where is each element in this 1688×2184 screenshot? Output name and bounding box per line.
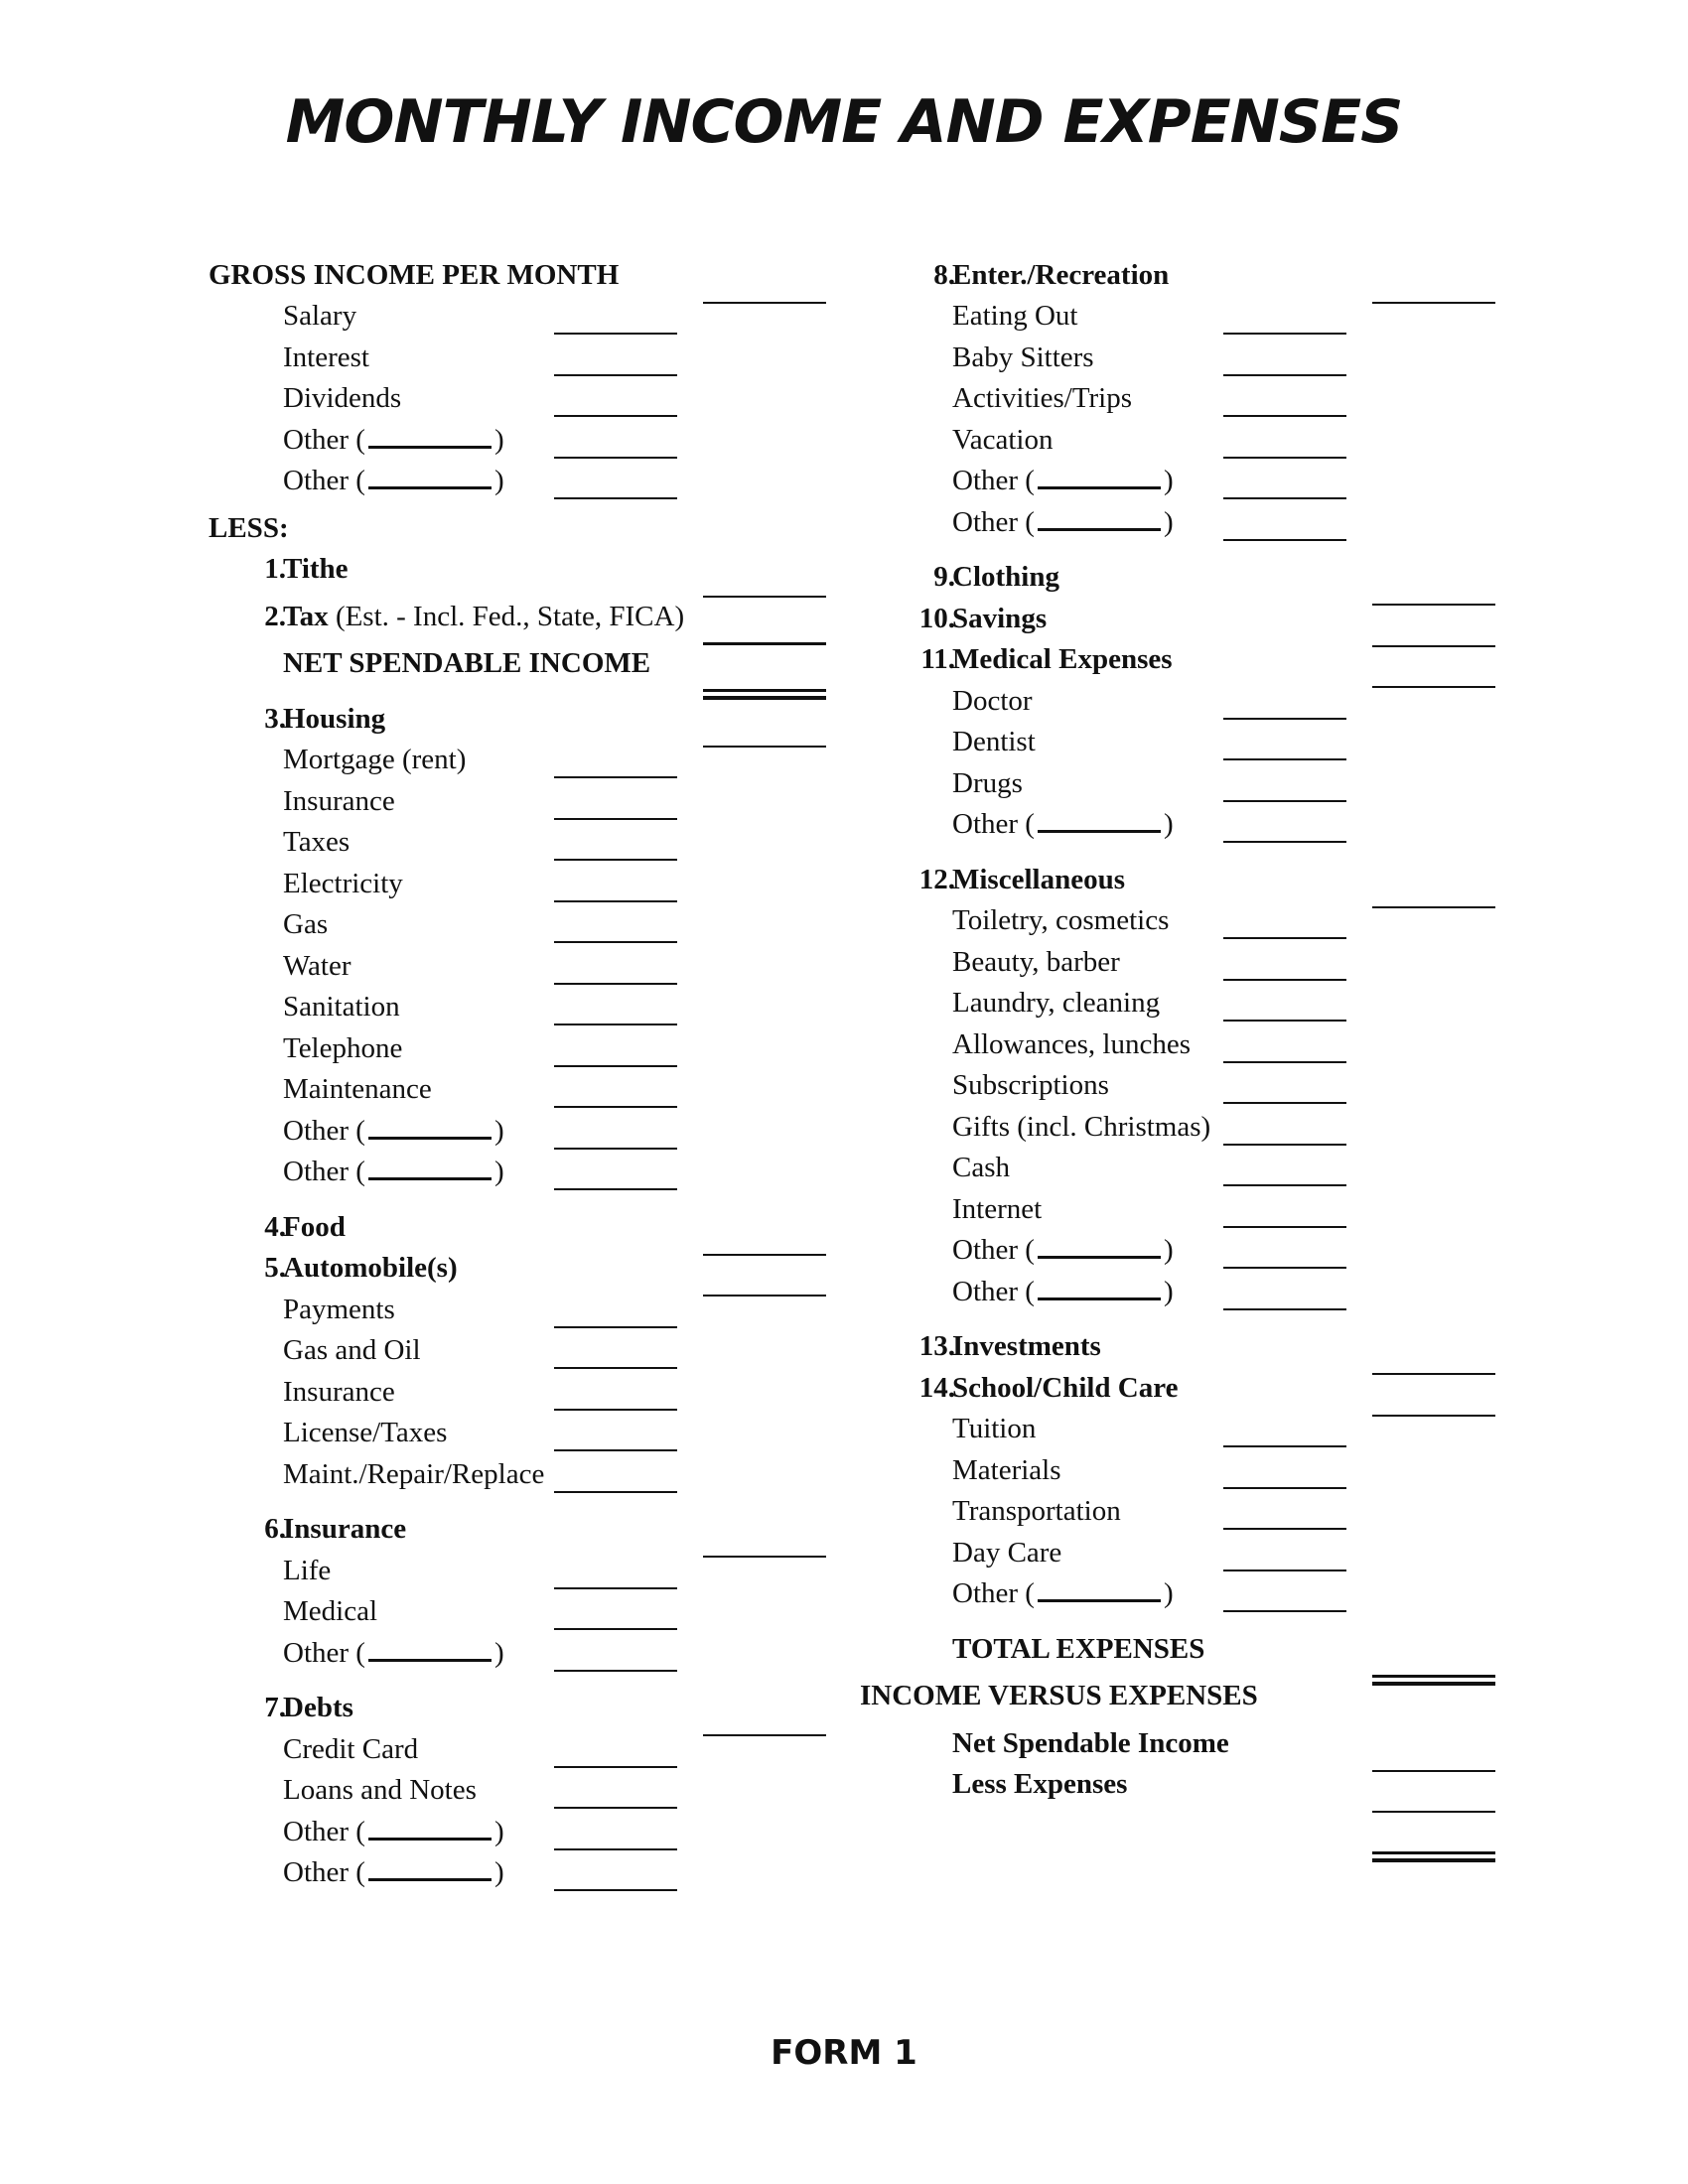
debts-other-spec-field[interactable] [368, 1838, 492, 1841]
eating-out-row [878, 300, 1533, 341]
housing-taxes-row [209, 826, 864, 868]
water-field[interactable] [554, 983, 677, 985]
subscriptions-label: Subscriptions [952, 1069, 1109, 1101]
telephone-field[interactable] [554, 1065, 677, 1067]
misc-other-label: Other ( ) [952, 1234, 1174, 1266]
investments-number: 13. [918, 1330, 955, 1362]
vacation-row [878, 423, 1533, 465]
insurance-label: Insurance [283, 1513, 407, 1545]
day-care-row [878, 1536, 1533, 1577]
water-row [209, 949, 864, 991]
misc-row [878, 863, 1533, 904]
debts-other-field[interactable] [554, 1889, 677, 1891]
auto-label: Automobile(s) [283, 1252, 458, 1284]
income-other-field[interactable] [554, 497, 677, 499]
dividends-field[interactable] [554, 415, 677, 417]
income-other-row [209, 423, 864, 465]
food-row [209, 1210, 864, 1252]
auto-row [209, 1252, 864, 1294]
drugs-row [878, 766, 1533, 808]
net-spendable-row [209, 647, 864, 689]
income-other-label: Other ( ) [283, 465, 504, 496]
insurance-other-label: Other ( ) [283, 1636, 504, 1669]
sanitation-row [209, 991, 864, 1032]
tithe-number: 1. [264, 553, 286, 585]
maint-repair-row [209, 1457, 864, 1499]
dentist-field[interactable] [1223, 758, 1346, 760]
medical-other-label: Other ( ) [952, 808, 1174, 840]
housing-other-label: Other ( ) [283, 1114, 504, 1147]
mortgage-label: Mortgage (rent) [283, 744, 467, 775]
left-column [209, 258, 864, 1897]
auto-insurance-label: Insurance [283, 1375, 395, 1408]
doctor-field[interactable] [1223, 718, 1346, 720]
auto-insurance-field[interactable] [554, 1409, 677, 1411]
misc-other-field[interactable] [1223, 1308, 1346, 1310]
housing-other-row [209, 1156, 864, 1197]
life-label: Life [283, 1554, 332, 1586]
doctor-label: Doctor [952, 684, 1033, 717]
school-number: 14. [918, 1371, 955, 1404]
eating-out-field[interactable] [1223, 333, 1346, 335]
license-taxes-field[interactable] [554, 1449, 677, 1451]
maintenance-row [209, 1073, 864, 1115]
medical-other-row [878, 808, 1533, 850]
net-spendable-label: NET SPENDABLE INCOME [283, 647, 651, 679]
salary-label: Salary [283, 300, 357, 332]
income-vs-expenses-label: INCOME VERSUS EXPENSES [860, 1680, 1258, 1711]
activities-label: Activities/Trips [952, 382, 1133, 414]
enter-label: Enter./Recreation [952, 258, 1170, 291]
toiletry-label: Toiletry, cosmetics [952, 904, 1170, 936]
right-column [860, 258, 1533, 1850]
beauty-field[interactable] [1223, 979, 1346, 981]
tithe-row [209, 553, 864, 595]
gifts-label: Gifts (incl. Christmas) [952, 1110, 1211, 1143]
auto-number: 5. [264, 1252, 286, 1284]
food-label: Food [283, 1210, 346, 1243]
insurance-row [209, 1513, 864, 1555]
food-number: 4. [264, 1210, 286, 1243]
dentist-row [878, 726, 1533, 767]
tithe-field[interactable] [703, 596, 826, 598]
license-taxes-row [209, 1417, 864, 1458]
misc-other-field[interactable] [1223, 1267, 1346, 1269]
enter-other-field[interactable] [1223, 497, 1346, 499]
electricity-label: Electricity [283, 867, 403, 899]
savings-number: 10. [918, 602, 955, 634]
enter-other-spec-field[interactable] [1038, 528, 1161, 531]
mortgage-row [209, 744, 864, 785]
housing-insurance-row [209, 784, 864, 826]
loans-label: Loans and Notes [283, 1774, 477, 1806]
gas-oil-label: Gas and Oil [283, 1334, 421, 1366]
telephone-label: Telephone [283, 1031, 403, 1064]
toiletry-row [878, 904, 1533, 946]
housing-insurance-label: Insurance [283, 784, 395, 817]
insurance-number: 6. [264, 1513, 286, 1545]
medical-ins-field[interactable] [554, 1628, 677, 1630]
sanitation-field[interactable] [554, 1024, 677, 1025]
housing-row [209, 702, 864, 744]
gross-income-label: GROSS INCOME PER MONTH [209, 258, 620, 291]
gas-field[interactable] [554, 941, 677, 943]
clothing-label: Clothing [952, 561, 1059, 593]
tuition-label: Tuition [952, 1413, 1037, 1444]
tax-field[interactable] [703, 642, 826, 645]
life-row [209, 1554, 864, 1595]
materials-field[interactable] [1223, 1487, 1346, 1489]
transportation-field[interactable] [1223, 1528, 1346, 1530]
activities-field[interactable] [1223, 415, 1346, 417]
electricity-field[interactable] [554, 900, 677, 902]
medical-ins-row [209, 1595, 864, 1637]
income-other-spec-field[interactable] [368, 486, 492, 489]
housing-other-spec-field[interactable] [368, 1177, 492, 1180]
income-other-label: Other ( ) [283, 423, 504, 456]
internet-label: Internet [952, 1192, 1043, 1225]
subscriptions-row [878, 1069, 1533, 1111]
insurance-other-spec-field[interactable] [368, 1659, 492, 1662]
allowances-row [878, 1027, 1533, 1069]
electricity-row [209, 867, 864, 908]
ive-less-row [878, 1768, 1533, 1810]
sanitation-label: Sanitation [283, 991, 400, 1023]
gifts-row [878, 1110, 1533, 1152]
total-expenses-label: TOTAL EXPENSES [952, 1632, 1205, 1665]
day-care-label: Day Care [952, 1536, 1062, 1569]
dividends-label: Dividends [283, 382, 402, 414]
laundry-label: Laundry, cleaning [952, 987, 1161, 1019]
beauty-row [878, 945, 1533, 987]
eating-out-label: Eating Out [952, 300, 1078, 332]
tuition-row [878, 1413, 1533, 1454]
beauty-label: Beauty, barber [952, 945, 1120, 978]
maint-repair-field[interactable] [554, 1491, 677, 1493]
laundry-field[interactable] [1223, 1020, 1346, 1022]
gas-oil-row [209, 1334, 864, 1376]
housing-other-label: Other ( ) [283, 1156, 504, 1187]
transportation-row [878, 1495, 1533, 1537]
school-label: School/Child Care [952, 1371, 1179, 1404]
medical-ins-label: Medical [283, 1595, 378, 1627]
life-field[interactable] [554, 1587, 677, 1589]
water-label: Water [283, 949, 352, 982]
savings-label: Savings [952, 602, 1048, 634]
misc-other-row [878, 1234, 1533, 1276]
allowances-field[interactable] [1223, 1061, 1346, 1063]
vacation-field[interactable] [1223, 457, 1346, 459]
debts-other-field[interactable] [554, 1848, 677, 1850]
credit-card-label: Credit Card [283, 1732, 419, 1765]
drugs-label: Drugs [952, 766, 1023, 799]
telephone-row [209, 1031, 864, 1073]
enter-other-row [878, 465, 1533, 506]
form-title: MONTHLY INCOME AND EXPENSES [285, 87, 1403, 157]
debts-other-spec-field[interactable] [368, 1878, 492, 1881]
medical-number: 11. [920, 643, 955, 675]
net-spendable-field[interactable] [703, 689, 826, 700]
auto-payments-label: Payments [283, 1293, 395, 1325]
housing-other-spec-field[interactable] [368, 1137, 492, 1140]
tax-number: 2. [264, 600, 286, 632]
housing-number: 3. [264, 702, 286, 735]
enter-number: 8. [933, 258, 955, 291]
materials-row [878, 1453, 1533, 1495]
less-row [209, 511, 864, 553]
school-other-field[interactable] [1223, 1610, 1346, 1612]
maint-repair-label: Maint./Repair/Replace [283, 1457, 545, 1490]
subscriptions-field[interactable] [1223, 1102, 1346, 1104]
savings-row [878, 602, 1533, 643]
mortgage-field[interactable] [554, 776, 677, 778]
misc-label: Miscellaneous [952, 863, 1125, 895]
misc-other-spec-field[interactable] [1038, 1297, 1161, 1300]
debts-label: Debts [283, 1692, 353, 1723]
maintenance-field[interactable] [554, 1106, 677, 1108]
doctor-row [878, 684, 1533, 726]
interest-label: Interest [283, 341, 369, 373]
medical-label: Medical Expenses [952, 643, 1173, 675]
investments-row [878, 1330, 1533, 1372]
total-expenses-row [878, 1632, 1533, 1674]
investments-label: Investments [952, 1330, 1101, 1362]
insurance-other-field[interactable] [554, 1670, 677, 1672]
debts-other-row [209, 1856, 864, 1898]
vacation-label: Vacation [952, 423, 1054, 456]
housing-label: Housing [283, 702, 386, 735]
less-label: LESS: [209, 511, 289, 544]
dentist-label: Dentist [952, 726, 1036, 757]
medical-row [878, 643, 1533, 685]
school-other-row [878, 1577, 1533, 1619]
cash-row [878, 1152, 1533, 1193]
ive-less-label: Less Expenses [952, 1768, 1128, 1800]
housing-taxes-field[interactable] [554, 859, 677, 861]
misc-number: 12. [918, 863, 955, 895]
enter-row [878, 258, 1533, 300]
cash-field[interactable] [1223, 1184, 1346, 1186]
debts-other-row [209, 1815, 864, 1856]
transportation-label: Transportation [952, 1495, 1121, 1527]
misc-other-row [878, 1275, 1533, 1316]
credit-card-row [209, 1732, 864, 1774]
maintenance-label: Maintenance [283, 1073, 432, 1105]
tax-row [209, 600, 864, 641]
license-taxes-label: License/Taxes [283, 1417, 448, 1448]
toiletry-field[interactable] [1223, 937, 1346, 939]
interest-row [209, 341, 864, 382]
debts-number: 7. [264, 1692, 286, 1723]
baby-sitters-label: Baby Sitters [952, 341, 1094, 373]
auto-payments-field[interactable] [554, 1326, 677, 1328]
housing-other-row [209, 1114, 864, 1156]
enter-other-spec-field[interactable] [1038, 486, 1161, 489]
salary-field[interactable] [554, 333, 677, 335]
enter-other-label: Other ( ) [952, 465, 1174, 496]
school-row [878, 1371, 1533, 1413]
housing-other-field[interactable] [554, 1148, 677, 1150]
housing-insurance-field[interactable] [554, 818, 677, 820]
income-vs-expenses-row [860, 1680, 1533, 1721]
interest-field[interactable] [554, 374, 677, 376]
baby-sitters-row [878, 341, 1533, 382]
gifts-field[interactable] [1223, 1144, 1346, 1146]
laundry-row [878, 987, 1533, 1028]
auto-payments-row [209, 1293, 864, 1334]
debts-row [209, 1692, 864, 1733]
tithe-label: Tithe [283, 553, 349, 585]
activities-row [878, 382, 1533, 424]
insurance-other-row [209, 1636, 864, 1678]
gas-label: Gas [283, 908, 329, 940]
debts-other-label: Other ( ) [283, 1856, 504, 1888]
ive-net-label: Net Spendable Income [952, 1726, 1229, 1759]
housing-taxes-label: Taxes [283, 826, 351, 858]
school-other-spec-field[interactable] [1038, 1599, 1161, 1602]
ive-net-row [878, 1726, 1533, 1768]
gross-income-row [209, 258, 864, 300]
misc-other-label: Other ( ) [952, 1275, 1174, 1307]
credit-card-field[interactable] [554, 1766, 677, 1768]
tax-label: Tax (Est. - Incl. Fed., State, FICA) [283, 600, 685, 632]
clothing-row [878, 561, 1533, 603]
baby-sitters-field[interactable] [1223, 374, 1346, 376]
salary-row [209, 300, 864, 341]
enter-other-label: Other ( ) [952, 505, 1174, 538]
medical-other-spec-field[interactable] [1038, 830, 1161, 833]
drugs-field[interactable] [1223, 800, 1346, 802]
ive-result-field[interactable] [1372, 1851, 1495, 1862]
medical-other-field[interactable] [1223, 841, 1346, 843]
dividends-row [209, 382, 864, 424]
gas-row [209, 908, 864, 950]
clothing-number: 9. [933, 561, 955, 593]
loans-row [209, 1774, 864, 1816]
internet-row [878, 1192, 1533, 1234]
cash-label: Cash [952, 1152, 1010, 1183]
housing-other-field[interactable] [554, 1188, 677, 1190]
loans-field[interactable] [554, 1807, 677, 1809]
enter-other-row [878, 505, 1533, 547]
internet-field[interactable] [1223, 1226, 1346, 1228]
enter-other-field[interactable] [1223, 539, 1346, 541]
school-other-label: Other ( ) [952, 1577, 1174, 1609]
tuition-field[interactable] [1223, 1445, 1346, 1447]
debts-other-label: Other ( ) [283, 1815, 504, 1847]
ive-result-row [878, 1809, 1533, 1850]
day-care-field[interactable] [1223, 1570, 1346, 1571]
auto-insurance-row [209, 1375, 864, 1417]
income-other-field[interactable] [554, 457, 677, 459]
form-number: FORM 1 [771, 2033, 917, 2073]
income-other-spec-field[interactable] [368, 446, 492, 449]
gas-oil-field[interactable] [554, 1367, 677, 1369]
income-other-row [209, 465, 864, 506]
materials-label: Materials [952, 1453, 1061, 1486]
misc-other-spec-field[interactable] [1038, 1256, 1161, 1259]
allowances-label: Allowances, lunches [952, 1027, 1191, 1060]
